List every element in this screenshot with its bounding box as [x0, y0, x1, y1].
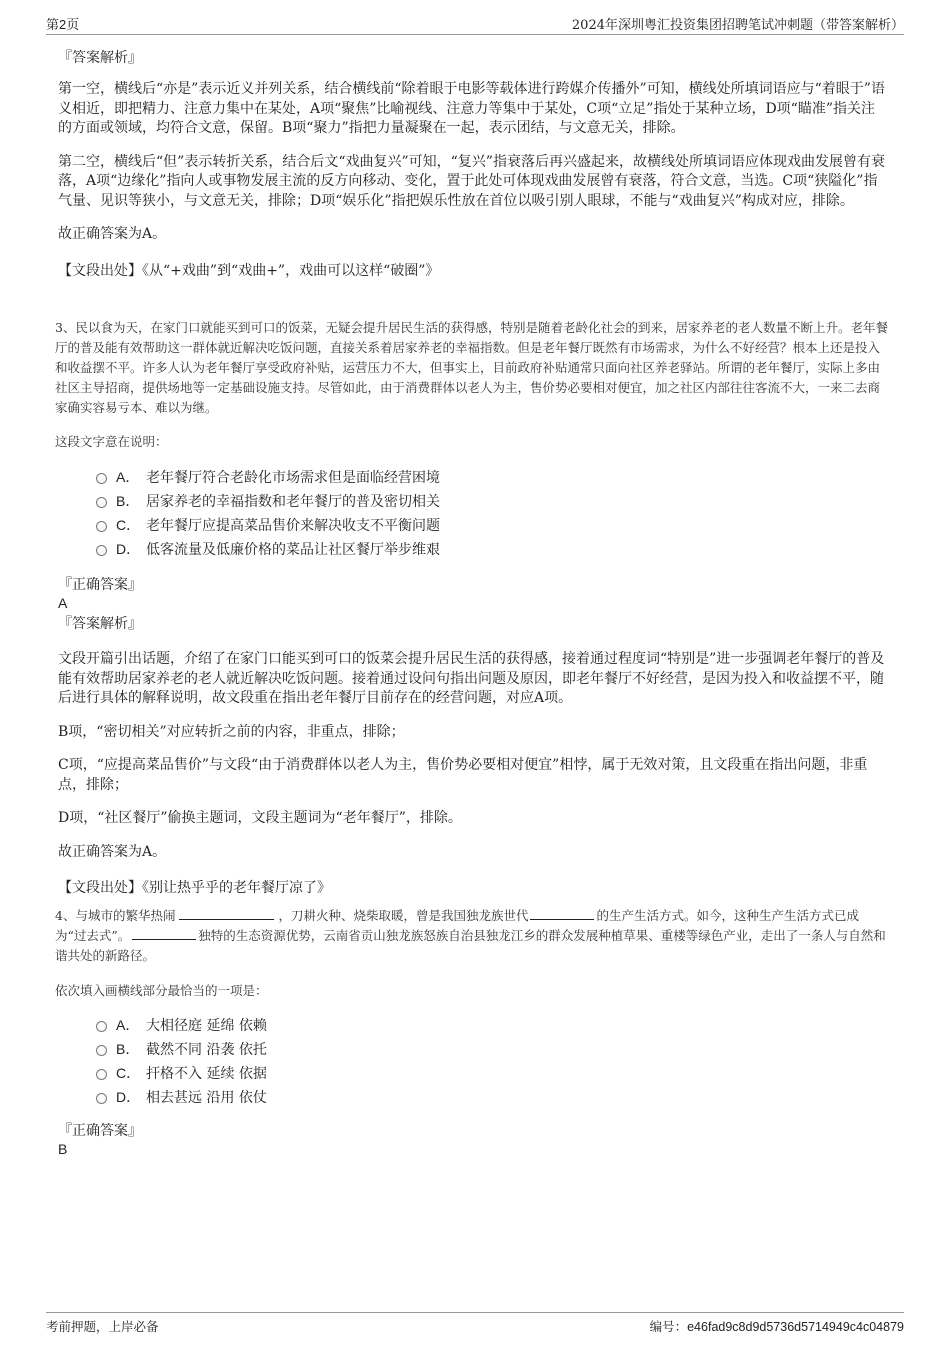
page-footer [46, 1312, 904, 1337]
page-number: 第2页 [46, 17, 80, 32]
q4-stem: 4、与城市的繁华热闹 ，刀耕火种、烧柴取暖，曾是我国独龙族世代 的生产生活方式。如今，这种生产生活方式已成为“过去式”。 独特的生态资源优势，云南省贡山独龙族怒族自治县独龙江乡的群众发展种植草果、重楼等绿色产业，走出了一条人与自然和谐共处的新路径。 [55, 908, 886, 963]
q3-correct-label: 『正确答案』 [58, 577, 142, 593]
q3-analysis-label: 『答案解析』 [58, 616, 142, 632]
radio-icon[interactable] [96, 1069, 107, 1080]
q3-analysis-paragraph-4: D项，“社区餐厅”偷换主题词，文段主题词为“老年餐厅”，排除。 [58, 810, 462, 826]
q3-analysis-paragraph-2: B项，“密切相关”对应转折之前的内容，非重点，排除； [58, 723, 405, 740]
q4-option-d[interactable]: D． 相去甚远 沿用 依仗 [96, 1085, 267, 1109]
q3-prompt: 这段文字意在说明： [55, 434, 168, 449]
radio-icon[interactable] [96, 1021, 107, 1032]
q3-analysis-conclusion: 故正确答案为A。 [58, 843, 167, 860]
q3-option-d[interactable]: D． 低客流量及低廉价格的菜品让社区餐厅举步维艰 [96, 537, 440, 561]
q2-source: 【文段出处】《从“+戏曲”到“戏曲+”，戏曲可以这样“破圈”》 [58, 262, 440, 279]
q4-option-c[interactable]: C． 扞格不入 延续 依据 [96, 1061, 267, 1085]
q3-correct-answer: A [58, 595, 68, 611]
fill-blank-1[interactable] [179, 906, 274, 920]
q4-prompt: 依次填入画横线部分最恰当的一项是： [55, 983, 268, 998]
footer-slogan: 考前押题，上岸必备 [46, 1319, 159, 1334]
q4-option-a[interactable]: A． 大相径庭 延绵 依赖 [96, 1013, 267, 1037]
radio-icon[interactable] [96, 521, 107, 532]
document-title: 2024年深圳粤汇投资集团招聘笔试冲刺题（带答案解析） [571, 18, 904, 33]
q3-analysis [58, 650, 888, 913]
q4-correct-label: 『正确答案』 [58, 1123, 142, 1139]
q3-stem: 3、民以食为天，在家门口就能买到可口的饭菜，无疑会提升居民生活的获得感，特别是随着老龄化社会的到来，居家养老的老人数量不断上升。老年餐厅的普及能有效帮助这一群体就近解决吃饭问题，直接关系着居家养老的幸福指数。但是老年餐厅既然有市场需求，为什么不好经营？根本上还是投入和收益摆不平。许多人认为老年餐厅享受政府补贴，运营压力不大，但事实上，目前政府补贴通常只面向社区养老驿站。所谓的老年餐厅，实际上多由社区主导招商，提供场地等一定基础设施支持。尽管如此，由于消费群体以老人为主，售价势必要相对便宜，加之社区内部往往客流不大，一来二去商家确实容易亏本、难以为继。 [55, 320, 888, 415]
fill-blank-2[interactable] [530, 906, 594, 920]
q3-analysis-paragraph-3: C项，“应提高菜品售价”与文段“由于消费群体以老人为主，售价势必要相对便宜”相悖，属于无效对策，且文段重在指出问题，非重点，排除； [58, 757, 868, 793]
q3-analysis-paragraph-1: 文段开篇引出话题，介绍了在家门口能买到可口的饭菜会提升居民生活的获得感，接着通过程度词“特别是”进一步强调老年餐厅的普及能有效帮助居家养老的老人就近解决吃饭问题。接着通过设问句指出问题及原因，即老年餐厅不好经营，是因为投入和收益摆不平，随后进行具体的解释说明，故文段重在指出老年餐厅目前存在的经营问题，对应A项。 [58, 651, 885, 706]
q2-analysis-paragraph-2: 第二空，横线后“但”表示转折关系，结合后文“戏曲复兴”可知，“复兴”指衰落后再兴盛起来，故横线处所填词语应体现戏曲发展曾有衰落，A项“边缘化”指向人或事物发展主流的反方向移动、变化，置于此处可体现戏曲发展曾有衰落，符合文意，当选。C项“狭隘化”指气量、见识等狭小，与文意无关，排除；D项“娱乐化”指把娱乐性放在首位以吸引别人眼球，不能与“戏曲复兴”构成对应，排除。 [58, 153, 885, 209]
radio-icon[interactable] [96, 497, 107, 508]
q4-options [96, 1013, 267, 1109]
radio-icon[interactable] [96, 545, 107, 556]
q3-source: 【文段出处】《别让热乎乎的老年餐厅凉了》 [58, 880, 331, 896]
q4-option-b[interactable]: B． 截然不同 沿袭 依托 [96, 1037, 267, 1061]
q2-analysis-conclusion: 故正确答案为A。 [58, 226, 167, 242]
q2-analysis-label: 『答案解析』 [58, 50, 142, 66]
q4-correct-answer: B [58, 1141, 68, 1157]
q3-option-a[interactable]: A． 老年餐厅符合老龄化市场需求但是面临经营困境 [96, 465, 440, 489]
q3-option-c[interactable]: C． 老年餐厅应提高菜品售价来解决收支不平衡问题 [96, 513, 440, 537]
fill-blank-3[interactable] [132, 926, 196, 940]
q2-analysis [58, 80, 888, 295]
radio-icon[interactable] [96, 473, 107, 484]
q2-analysis-paragraph-1: 第一空，横线后“亦是”表示近义并列关系，结合横线前“除着眼于电影等载体进行跨媒介传播外”可知，横线处所填词语应与“着眼于”语义相近，即把精力、注意力集中在某处，A项“聚焦”比喻视线、注意力等集中于某处，C项“立足”指处于某种立场，D项“瞄准”指关注的方面或领域，均符合文意，保留。B项“聚力”指把力量凝聚在一起，表示团结，与文意无关，排除。 [58, 81, 885, 136]
page-header [46, 14, 904, 35]
q3-option-b[interactable]: B． 居家养老的幸福指数和老年餐厅的普及密切相关 [96, 489, 440, 513]
radio-icon[interactable] [96, 1093, 107, 1104]
document-code: 编号：e46fad9c8d9d5736d5714949c4c04879 [649, 1319, 904, 1334]
q3-options [96, 465, 440, 561]
radio-icon[interactable] [96, 1045, 107, 1056]
